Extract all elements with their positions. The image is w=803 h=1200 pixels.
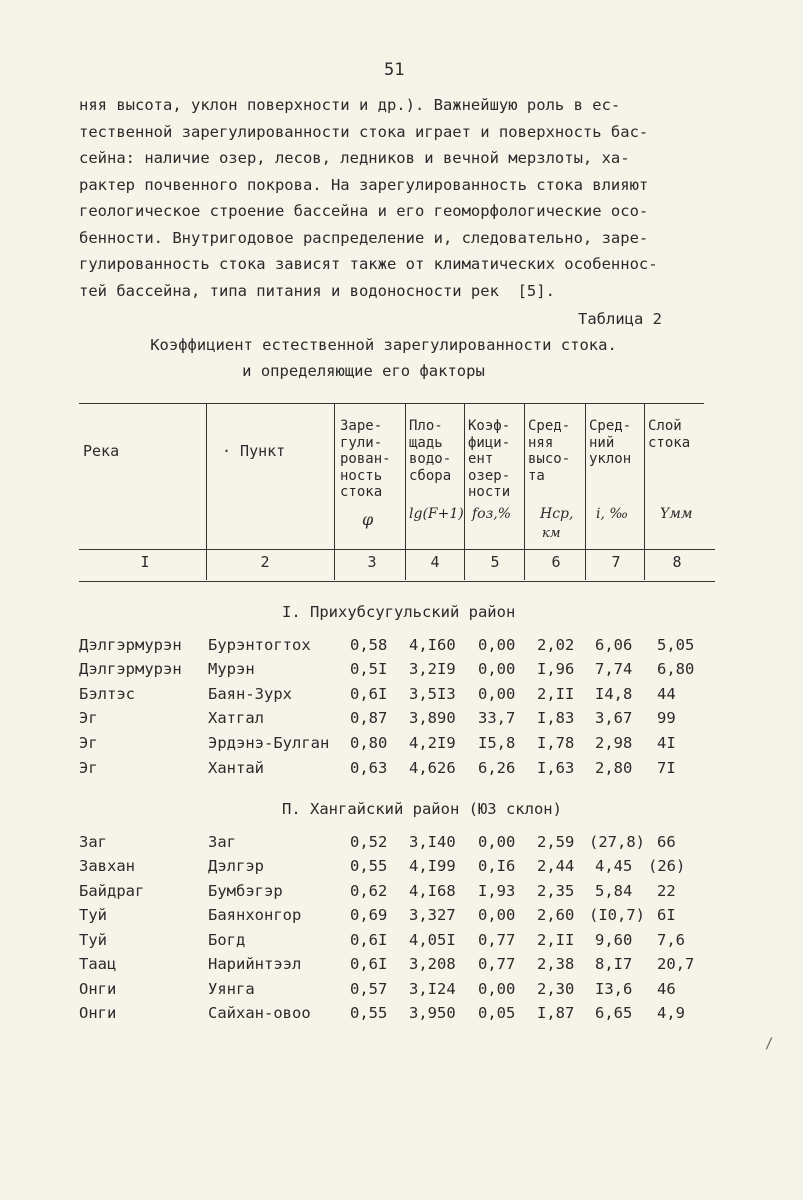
paragraph-line: тественной зарегулированности стока играет и поверхность бас- (79, 122, 649, 141)
cell-regulation: 0,6I (350, 685, 388, 703)
cell-area: 4,626 (409, 759, 456, 777)
cell-height: 2,59 (537, 833, 575, 851)
cell-area: 4,I68 (409, 882, 456, 900)
cell-lake: 0,05 (478, 1004, 516, 1022)
symbol-slope: i, ‰ (596, 506, 629, 522)
table-row (0, 636, 803, 660)
cell-area: 3,890 (409, 709, 456, 727)
cell-slope: 5,84 (595, 882, 633, 900)
header-catchment-area: Пло- щадь водо- сбора (409, 418, 452, 484)
cell-river: Туй (79, 931, 107, 949)
cell-runoff: 6I (657, 906, 676, 924)
paragraph-line: тей бассейна, типа питания и водоносности рек [5]. (79, 281, 555, 300)
cell-point: Заг (208, 833, 236, 851)
cell-lake: 6,26 (478, 759, 516, 777)
paragraph-line: бенности. Внутригодовое распределение и, следовательно, заре- (79, 228, 649, 247)
cell-slope: 3,67 (595, 709, 633, 727)
symbol-height: Hср, (540, 506, 574, 522)
cell-slope: 6,06 (595, 636, 633, 654)
section-title: I. Прихубсугульский район (282, 603, 516, 621)
cell-river: Байдраг (79, 882, 145, 900)
table-row (0, 931, 803, 955)
cell-slope: I3,6 (595, 980, 633, 998)
cell-runoff: 6,80 (657, 660, 695, 678)
table-row (0, 833, 803, 857)
column-divider (524, 404, 525, 580)
cell-lake: 0,00 (478, 660, 516, 678)
paragraph (79, 92, 719, 304)
column-number: I (140, 553, 150, 571)
cell-slope: (27,8) (589, 833, 645, 851)
paragraph-line: няя высота, уклон поверхности и др.). Важнейшую роль в ес- (79, 96, 621, 114)
cell-slope: 8,I7 (595, 955, 633, 973)
cell-height: 2,60 (537, 906, 575, 924)
cell-slope: 2,80 (595, 759, 633, 777)
column-divider (644, 404, 645, 580)
cell-runoff: 20,7 (657, 955, 695, 973)
paragraph-line: гулированность стока зависят также от климатических особеннос- (79, 255, 658, 273)
cell-river: Туй (79, 906, 107, 924)
cell-lake: 0,00 (478, 833, 516, 851)
cell-point: Бумбэгэр (208, 882, 283, 900)
cell-runoff: 7I (657, 759, 676, 777)
cell-slope: 7,74 (595, 660, 633, 678)
cell-slope: (I0,7) (589, 906, 645, 924)
cell-river: Эг (79, 759, 98, 777)
cell-lake: I5,8 (478, 734, 516, 752)
table-top-rule (79, 403, 704, 404)
column-divider (334, 404, 335, 580)
table-row (0, 882, 803, 906)
table-row (0, 1004, 803, 1028)
cell-lake: I,93 (478, 882, 516, 900)
cell-lake: 0,I6 (478, 857, 516, 875)
cell-height: 2,38 (537, 955, 575, 973)
column-divider (464, 404, 465, 580)
cell-runoff: 66 (657, 833, 676, 851)
cell-river: Дэлгэрмурэн (79, 660, 182, 678)
cell-runoff: 4I (657, 734, 676, 752)
cell-slope: I4,8 (595, 685, 633, 703)
cell-height: I,78 (537, 734, 575, 752)
cell-runoff: 5,05 (657, 636, 695, 654)
header-lake-coefficient: Коэф- фици- ент озер- ности (468, 418, 511, 500)
cell-area: 3,2I9 (409, 660, 456, 678)
cell-point: Хантай (208, 759, 264, 777)
table-row (0, 980, 803, 1004)
cell-lake: 0,77 (478, 955, 516, 973)
cell-height: I,83 (537, 709, 575, 727)
cell-river: Эг (79, 709, 98, 727)
cell-river: Эг (79, 734, 98, 752)
cell-slope: 6,65 (595, 1004, 633, 1022)
cell-height: 2,30 (537, 980, 575, 998)
table-row (0, 709, 803, 733)
cell-regulation: 0,52 (350, 833, 388, 851)
cell-river: Бэлтэс (79, 685, 135, 703)
cell-point: Уянга (208, 980, 255, 998)
header-point: · Пункт (222, 442, 286, 460)
cell-area: 3,208 (409, 955, 456, 973)
table-label: Таблица 2 (578, 310, 662, 328)
cell-point: Нарийнтээл (208, 955, 302, 973)
cell-point: Богд (208, 931, 246, 949)
cell-river: Дэлгэрмурэн (79, 636, 182, 654)
cell-runoff: 22 (657, 882, 676, 900)
header-runoff-layer: Слой стока (648, 418, 691, 451)
cell-regulation: 0,5I (350, 660, 388, 678)
column-divider (206, 404, 207, 580)
column-number: 6 (551, 553, 561, 571)
symbol-lake: fоз,% (472, 506, 511, 522)
cell-runoff: 46 (657, 980, 676, 998)
column-number: 8 (672, 553, 682, 571)
paragraph-line: рактер почвенного покрова. На зарегулированность стока влияют (79, 175, 649, 194)
table-row (0, 685, 803, 709)
cell-regulation: 0,63 (350, 759, 388, 777)
cell-area: 4,I99 (409, 857, 456, 875)
cell-area: 3,327 (409, 906, 456, 924)
cell-height: I,63 (537, 759, 575, 777)
cell-point: Сайхан-овоо (208, 1004, 311, 1022)
symbol-height-unit: км (542, 526, 561, 541)
column-number: 7 (611, 553, 621, 571)
symbol-runoff: Yмм (660, 506, 693, 522)
cell-point: Баян-Зурх (208, 685, 292, 703)
cell-point: Бурэнтогтох (208, 636, 311, 654)
colnum-bottom-rule (79, 581, 715, 582)
cell-runoff: 7,6 (657, 931, 685, 949)
header-bottom-rule (79, 549, 715, 550)
cell-river: Онги (79, 1004, 117, 1022)
cell-height: 2,44 (537, 857, 575, 875)
symbol-phi: φ (362, 510, 374, 529)
cell-lake: 0,00 (478, 980, 516, 998)
cell-height: 2,02 (537, 636, 575, 654)
cell-height: 2,35 (537, 882, 575, 900)
cell-regulation: 0,58 (350, 636, 388, 654)
cell-point: Баянхонгор (208, 906, 302, 924)
cell-area: 3,I40 (409, 833, 456, 851)
cell-lake: 33,7 (478, 709, 516, 727)
cell-slope: 2,98 (595, 734, 633, 752)
column-number: 5 (490, 553, 500, 571)
header-regulation: Заре- гули- рован- ность стока (340, 418, 391, 500)
cell-area: 4,2I9 (409, 734, 456, 752)
cell-runoff: 44 (657, 685, 676, 703)
symbol-area: lg(F+1) (409, 506, 464, 522)
cell-runoff: 4,9 (657, 1004, 685, 1022)
cell-point: Эрдэнэ-Булган (208, 734, 330, 752)
cell-area: 3,5I3 (409, 685, 456, 703)
cell-point: Хатгал (208, 709, 264, 727)
cell-regulation: 0,87 (350, 709, 388, 727)
cell-height: I,87 (537, 1004, 575, 1022)
paragraph-line: сейна: наличие озер, лесов, ледников и вечной мерзлоты, ха- (79, 149, 630, 167)
page-number: 51 (384, 60, 405, 80)
cell-area: 4,05I (409, 931, 456, 949)
header-mean-slope: Сред- ний уклон (589, 418, 632, 467)
cell-river: Таац (79, 955, 117, 973)
header-river: Река (83, 442, 120, 460)
cell-area: 3,I24 (409, 980, 456, 998)
cell-regulation: 0,6I (350, 931, 388, 949)
cell-regulation: 0,80 (350, 734, 388, 752)
cell-regulation: 0,55 (350, 857, 388, 875)
cell-regulation: 0,69 (350, 906, 388, 924)
cell-point: Мурэн (208, 660, 255, 678)
paragraph-line: геологическое строение бассейна и его геоморфологические осо- (79, 202, 649, 220)
cell-point: Дэлгэр (208, 857, 264, 875)
cell-river: Онги (79, 980, 117, 998)
table-row (0, 759, 803, 783)
section-title: П. Хангайский район (ЮЗ склон) (282, 800, 562, 818)
cell-height: I,96 (537, 660, 575, 678)
cell-lake: 0,77 (478, 931, 516, 949)
column-number: 3 (367, 553, 377, 571)
table-title-line: и определяющие его факторы (242, 362, 485, 380)
column-divider (405, 404, 406, 580)
cell-slope: 9,60 (595, 931, 633, 949)
cell-runoff: (26) (648, 857, 686, 875)
cell-area: 3,950 (409, 1004, 456, 1022)
table-row (0, 660, 803, 684)
table-row (0, 906, 803, 930)
cell-regulation: 0,62 (350, 882, 388, 900)
cell-river: Завхан (79, 857, 135, 875)
column-number: 2 (260, 553, 270, 571)
column-divider (585, 404, 586, 580)
cell-lake: 0,00 (478, 636, 516, 654)
cell-height: 2,II (537, 685, 575, 703)
cell-runoff: 99 (657, 709, 676, 727)
cell-regulation: 0,57 (350, 980, 388, 998)
table-row (0, 857, 803, 881)
table-row (0, 955, 803, 979)
cell-height: 2,II (537, 931, 575, 949)
cell-area: 4,I60 (409, 636, 456, 654)
table-title-line: Коэффициент естественной зарегулированности стока. (150, 336, 617, 354)
column-number: 4 (430, 553, 440, 571)
cell-river: Заг (79, 833, 107, 851)
table-row (0, 734, 803, 758)
cell-regulation: 0,55 (350, 1004, 388, 1022)
cell-regulation: 0,6I (350, 955, 388, 973)
cell-lake: 0,00 (478, 906, 516, 924)
header-mean-height: Сред- няя высо- та (528, 418, 571, 484)
cell-slope: 4,45 (595, 857, 633, 875)
cell-lake: 0,00 (478, 685, 516, 703)
stray-mark: / (765, 1036, 774, 1052)
